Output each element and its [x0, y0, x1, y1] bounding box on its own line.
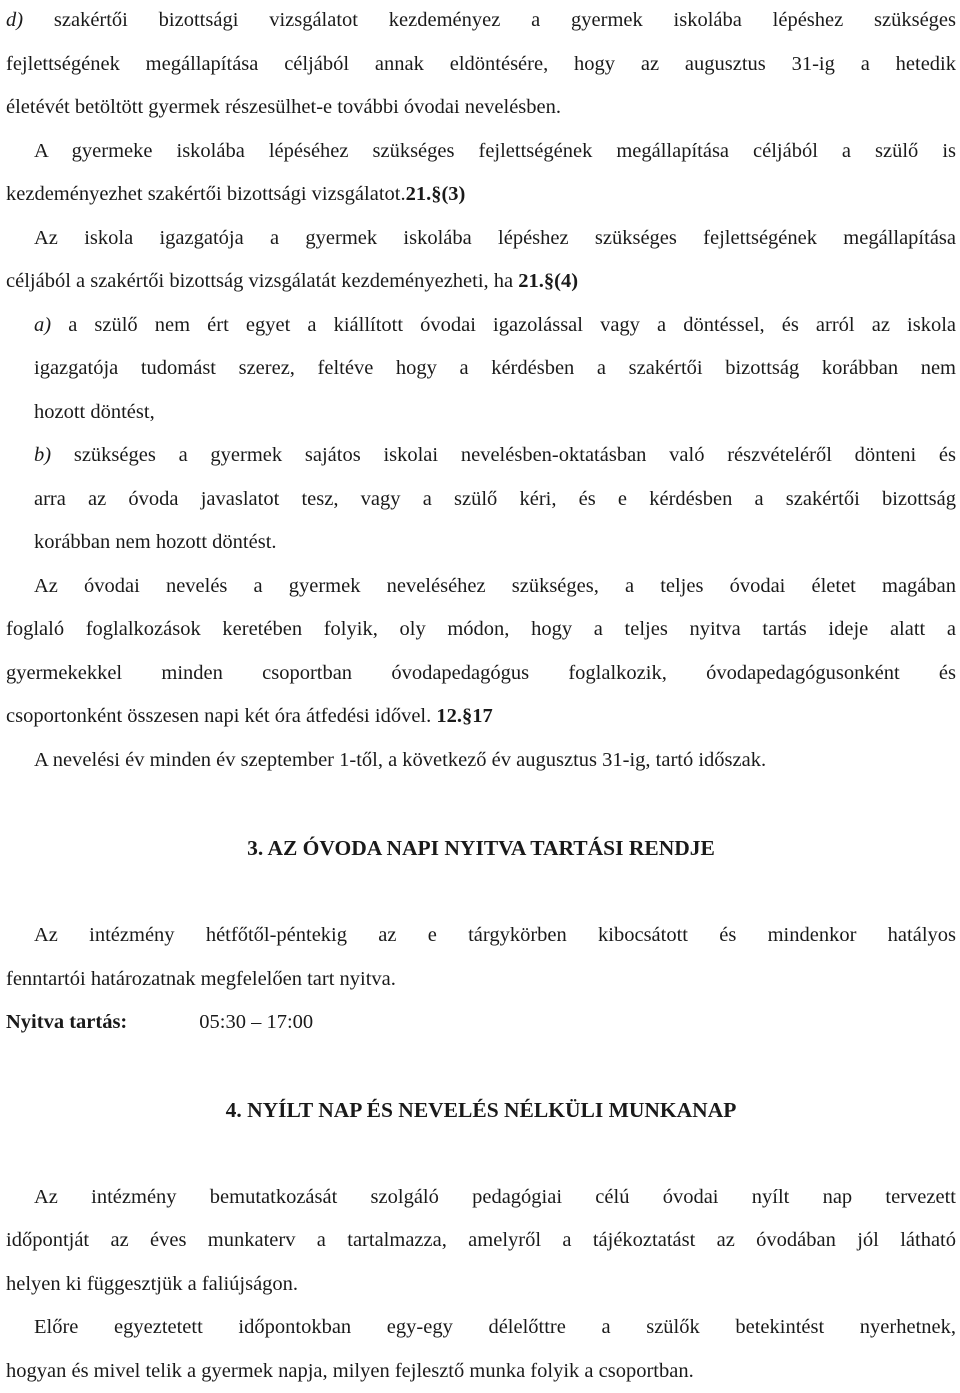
- paragraph-principal: [6, 217, 956, 304]
- list-marker-a: a): [34, 314, 51, 336]
- paragraph-education-year: [6, 739, 956, 783]
- opening-hours-row: [6, 1001, 956, 1045]
- section-heading-3: 3. AZ ÓVODA NAPI NYITVA TARTÁSI RENDJE: [6, 827, 956, 870]
- paragraph-kindergarten-education: [6, 565, 956, 739]
- text-span: kezdeményezhet szakértői bizottsági vizsgálatot.: [6, 183, 406, 205]
- text-line: Az iskola igazgatója a gyermek iskolába lépéshez szükséges fejlettségének megállapítása: [6, 217, 956, 261]
- opening-hours-value: 05:30 – 17:00: [199, 1011, 313, 1033]
- opening-hours-label: Nyitva tartás:: [6, 1011, 127, 1033]
- text-span: céljából a szakértői bizottság vizsgálatát kezdeményezheti, ha: [6, 270, 513, 292]
- text-line: korábban nem hozott döntést.: [6, 521, 956, 565]
- paragraph-opening-hours: [6, 914, 956, 1001]
- text-line: fejlettségének megállapítása céljából annak eldöntésére, hogy az augusztus 31-ig a hetedik: [6, 43, 956, 87]
- text-line: [6, 434, 956, 478]
- legal-reference: 21.§(4): [518, 270, 578, 292]
- text-line: [6, 304, 956, 348]
- text-line: Az intézmény bemutatkozását szolgáló pedagógiai célú óvodai nyílt nap tervezett: [6, 1176, 956, 1220]
- text-line: igazgatója tudomást szerez, feltéve hogy a kérdésben a szakértői bizottság korábban nem: [6, 347, 956, 391]
- text-line: életévét betöltött gyermek részesülhet-e további óvodai nevelésben.: [6, 86, 956, 130]
- paragraph-d: [6, 0, 956, 130]
- list-item-a: [6, 304, 956, 435]
- text-span: a szülő nem ért egyet a kiállított óvodai igazolással vagy a döntéssel, és arról az iskola: [68, 314, 956, 336]
- text-line: gyermekekkel minden csoportban óvodapedagógus foglalkozik, óvodapedagógusonként és: [6, 652, 956, 696]
- text-line: [6, 0, 956, 43]
- list-marker-d: d): [6, 9, 23, 31]
- section-heading-4: 4. NYÍLT NAP ÉS NEVELÉS NÉLKÜLI MUNKANAP: [6, 1089, 956, 1132]
- paragraph-parent-request: [6, 130, 956, 217]
- text-line: arra az óvoda javaslatot tesz, vagy a szülő kéri, és e kérdésben a szakértői bizottság: [6, 478, 956, 522]
- text-span: csoportonként összesen napi két óra átfedési idővel.: [6, 705, 431, 727]
- legal-reference: 21.§(3): [406, 183, 466, 205]
- text-line: [6, 260, 956, 304]
- text-line: hozott döntést,: [6, 391, 956, 435]
- list-item-b: [6, 434, 956, 565]
- text-line: [6, 173, 956, 217]
- text-line: Előre egyeztetett időpontokban egy-egy délelőttre a szülők betekintést nyerhetnek,: [6, 1306, 956, 1350]
- text-line: A nevelési év minden év szeptember 1-től, a következő év augusztus 31-ig, tartó időszak.: [6, 739, 956, 783]
- text-line: helyen ki függesztjük a faliújságon.: [6, 1263, 956, 1307]
- list-marker-b: b): [34, 444, 51, 466]
- text-span: szükséges a gyermek sajátos iskolai nevelésben-oktatásban való részvételéről dönteni és: [74, 444, 956, 466]
- text-span: szakértői bizottsági vizsgálatot kezdeményez a gyermek iskolába lépéshez szükséges: [54, 9, 956, 31]
- text-line: Az óvodai nevelés a gyermek neveléséhez szükséges, a teljes óvodai életet magában: [6, 565, 956, 609]
- text-line: foglaló foglalkozások keretében folyik, oly módon, hogy a teljes nyitva tartás ideje alatt a: [6, 608, 956, 652]
- paragraph-parent-visits: [6, 1306, 956, 1393]
- text-line: hogyan és mivel telik a gyermek napja, milyen fejlesztő munka folyik a csoportban.: [6, 1350, 956, 1393]
- text-line: [6, 695, 956, 739]
- text-line: fenntartói határozatnak megfelelően tart nyitva.: [6, 958, 956, 1002]
- text-line: Az intézmény hétfőtől-péntekig az e tárgykörben kibocsátott és mindenkor hatályos: [6, 914, 956, 958]
- paragraph-open-day: [6, 1176, 956, 1307]
- document-page: [6, 0, 956, 1393]
- text-line: időpontját az éves munkaterv a tartalmazza, amelyről a tájékoztatást az óvodában jól látható: [6, 1219, 956, 1263]
- text-line: A gyermeke iskolába lépéséhez szükséges fejlettségének megállapítása céljából a szülő is: [6, 130, 956, 174]
- legal-reference: 12.§17: [436, 705, 492, 727]
